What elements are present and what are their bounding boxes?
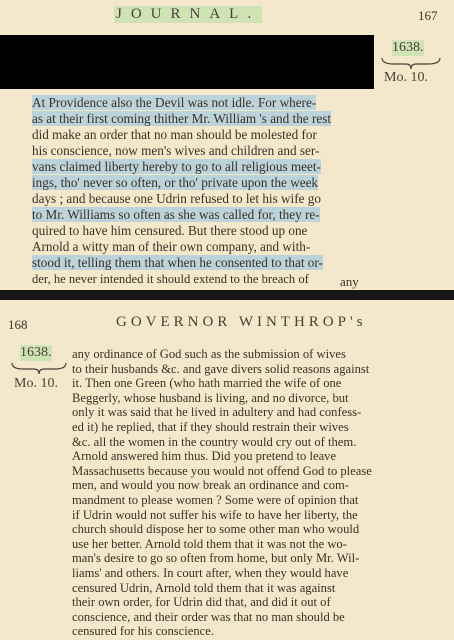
- text-line: Massachusetts because you would not offend God to please: [72, 463, 372, 478]
- text-line: to Mr. Williams so often as she was called for, they re-: [32, 207, 320, 222]
- margin-year: 1638.: [20, 345, 52, 360]
- text-line: as at their first coming thither Mr. William 's and the rest: [32, 111, 331, 126]
- text-line: did make an order that no man should be molested for: [32, 127, 317, 142]
- text-line: their own order, for Udrin did that, and did it out of: [72, 595, 331, 610]
- text-line: quired to have him censured. But there stood up one: [32, 223, 308, 238]
- text-line: only it was said that he lived in adultery and had confess-: [72, 405, 362, 420]
- text-line: any ordinance of God such as the submission of wives: [72, 347, 346, 361]
- page-divider: [0, 290, 454, 300]
- text-line: days ; and because one Udrin refused to let his wife go: [32, 191, 321, 206]
- text-line: men, and would you now break an ordinance and com-: [72, 478, 349, 493]
- page-number: 167: [418, 8, 438, 23]
- text-line: &c. all the women in the country would cry out of them.: [72, 434, 357, 449]
- redaction-bar: [0, 35, 374, 89]
- margin-year: 1638.: [392, 40, 424, 55]
- text-line: it. Then one Green (who hath married the wife of one: [72, 376, 342, 391]
- text-line: censured for his conscience.: [72, 624, 214, 639]
- text-line: Arnold answered him thus. Did you pretend to leave: [72, 449, 337, 464]
- page-168: [0, 300, 454, 640]
- text-line: to their husbands &c. and gave divers solid reasons against: [72, 361, 370, 376]
- text-line: use her better. Arnold told them that it was not the wo-: [72, 536, 347, 551]
- text-line: Arnold a witty man of their own company, and with-: [32, 239, 311, 254]
- text-line: man's desire to go so often from home, but only Mr. Wil-: [72, 551, 360, 566]
- page-167: [0, 0, 454, 290]
- margin-month: Mo. 10.: [14, 376, 58, 391]
- text-line: ed it) he replied, that if they should restrain their wives: [72, 420, 349, 434]
- margin-brace: [380, 56, 442, 70]
- text-line: conscience, and their order was that no man should be: [72, 609, 345, 624]
- text-line: At Providence also the Devil was not idle. For where-: [32, 95, 317, 110]
- text-line: mandment to please women ? Some were of opinion that: [72, 493, 359, 507]
- text-line: stood it, telling them that when he consented to that or-: [32, 255, 323, 270]
- text-line: vans claimed liberty hereby to go to all religious meet-: [32, 159, 321, 174]
- text-line: his conscience, now men's wives and children and ser-: [32, 143, 320, 158]
- page-number: 168: [8, 317, 28, 332]
- text-line: Beggerly, whose husband is living, and no divorce, but: [72, 390, 349, 405]
- text-line: censured Udrin, Arnold told them that it was against: [72, 580, 336, 595]
- margin-brace: [10, 361, 68, 375]
- running-head: JOURNAL.: [116, 6, 261, 22]
- text-line: ings, tho' never so often, or tho' private upon the week: [32, 175, 319, 190]
- margin-month: Mo. 10.: [384, 70, 428, 85]
- text-line: liams' and others. In court after, when they would have: [72, 566, 349, 580]
- text-line: if Udrin would not suffer his wife to have her liberty, the: [72, 507, 358, 522]
- text-line: der, he never intended it should extend to the breach of: [32, 272, 309, 286]
- catchword: any: [340, 274, 359, 289]
- running-head: GOVERNOR WINTHROP's: [116, 314, 367, 330]
- text-line: church should dispose her to some other man who would: [72, 522, 360, 537]
